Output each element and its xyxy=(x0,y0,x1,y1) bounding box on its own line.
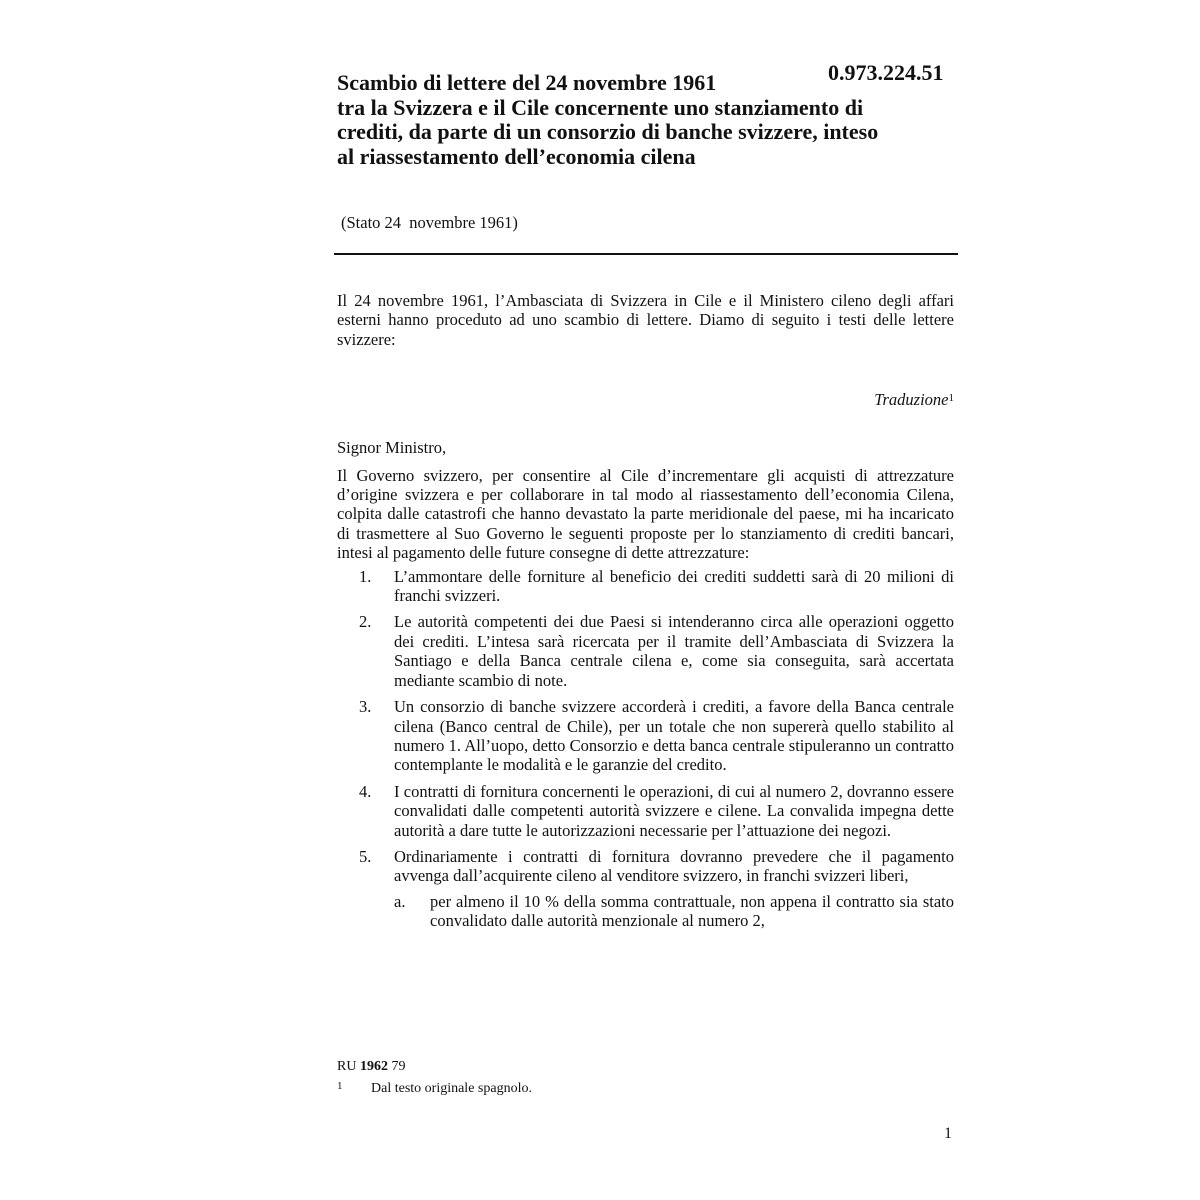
sub-list-item-letter: a. xyxy=(394,891,406,911)
translation-label: Traduzione xyxy=(874,390,949,410)
title-line: crediti, da parte di un consorzio di banche svizzere, inteso xyxy=(337,119,879,144)
sub-list-item xyxy=(394,892,954,931)
list-item xyxy=(337,697,954,775)
ru-page: 79 xyxy=(391,1059,406,1074)
list-item-number: 4. xyxy=(359,781,372,801)
title-line: Scambio di lettere del 24 novembre 1961 xyxy=(337,70,717,95)
list-item-text: Le autorità competenti dei due Paesi si intenderanno circa alle operazioni oggetto dei crediti. L’intesa sarà ricercata per il tramite dell’Ambasciata di Svizzera la Santiago e della Banca centrale cilena e, come sia conseguita, sarà accertata mediante scambio di note. xyxy=(394,612,954,690)
header-divider xyxy=(334,253,958,255)
list-item xyxy=(337,567,954,606)
footnote-mark: 1 xyxy=(337,1080,343,1092)
footnote-reference[interactable]: 1 xyxy=(948,392,954,405)
ru-prefix: RU xyxy=(337,1059,357,1074)
list-item-number: 3. xyxy=(359,697,372,717)
document-title xyxy=(337,71,957,169)
list-item xyxy=(337,612,954,690)
footnote-text: Dal testo originale spagnolo. xyxy=(371,1081,532,1096)
list-item-number: 1. xyxy=(359,566,372,586)
sub-list-item-text: per almeno il 10 % della somma contrattuale, non appena il contratto sia stato convalidato dalle autorità menzionale al numero 2, xyxy=(430,891,954,931)
page-number: 1 xyxy=(944,1125,952,1142)
status-date: (Stato 24 novembre 1961) xyxy=(341,213,518,232)
list-item-number: 5. xyxy=(359,846,372,866)
list-item-text: Un consorzio di banche svizzere accorderà i crediti, a favore della Banca centrale cilena (Banco central de Chile), per un totale che non supererà quello stabilito al numero 1. All’uopo, detto Consorzio e detta banca centrale stipuleranno un contratto contemplante le modalità e le garanzie del credito. xyxy=(394,697,954,775)
list-item-text: L’ammontare delle forniture al beneficio dei crediti suddetti sarà di 20 milioni di franchi svizzeri. xyxy=(394,566,954,606)
ru-year: 1962 xyxy=(359,1059,388,1074)
list-item xyxy=(337,847,954,931)
list-item-text: I contratti di fornitura concernenti le operazioni, di cui al numero 2, dovranno essere convalidati dalle competenti autorità svizzere e cilene. La convalida impegna dette autorità a dare tutte le autorizzazioni necessarie per l’attuazione dei negozi. xyxy=(394,781,954,840)
footnote xyxy=(337,1080,532,1098)
salutation: Signor Ministro, xyxy=(337,438,447,458)
list-item-number: 2. xyxy=(359,612,372,632)
list-item-text: Ordinariamente i contratti di fornitura dovranno prevedere che il pagamento avvenga dall’acquirente cileno al venditore svizzero, in franchi svizzeri liberi, xyxy=(394,846,954,886)
sr-number: 0.973.224.51 xyxy=(828,60,944,85)
ru-reference xyxy=(337,1058,405,1076)
letter-paragraph: Il Governo svizzero, per consentire al Cile d’incrementare gli acquisti di attrezzature d’origine svizzera e per collaborare in tal modo al riassestamento dell’economia Cilena, colpita dalle catastrofi che hanno devastato la parte meridionale del paese, mi ha incaricato di trasmettere al Suo Governo le seguenti proposte per lo stanziamento di crediti bancari, intesi al pagamento delle future consegne di dette attrezzature: xyxy=(337,465,954,563)
list-item xyxy=(337,782,954,840)
proposal-list xyxy=(337,567,954,931)
title-line: tra la Svizzera e il Cile concernente uno stanziamento di xyxy=(337,94,864,120)
intro-paragraph: Il 24 novembre 1961, l’Ambasciata di Svizzera in Cile e il Ministero cileno degli affari esterni hanno proceduto ad uno scambio di lettere. Diamo di seguito i testi delle lettere svizzere: xyxy=(337,291,954,349)
document-body xyxy=(337,291,954,938)
translation-note xyxy=(337,390,954,410)
title-line: al riassestamento dell’economia cilena xyxy=(337,143,696,169)
